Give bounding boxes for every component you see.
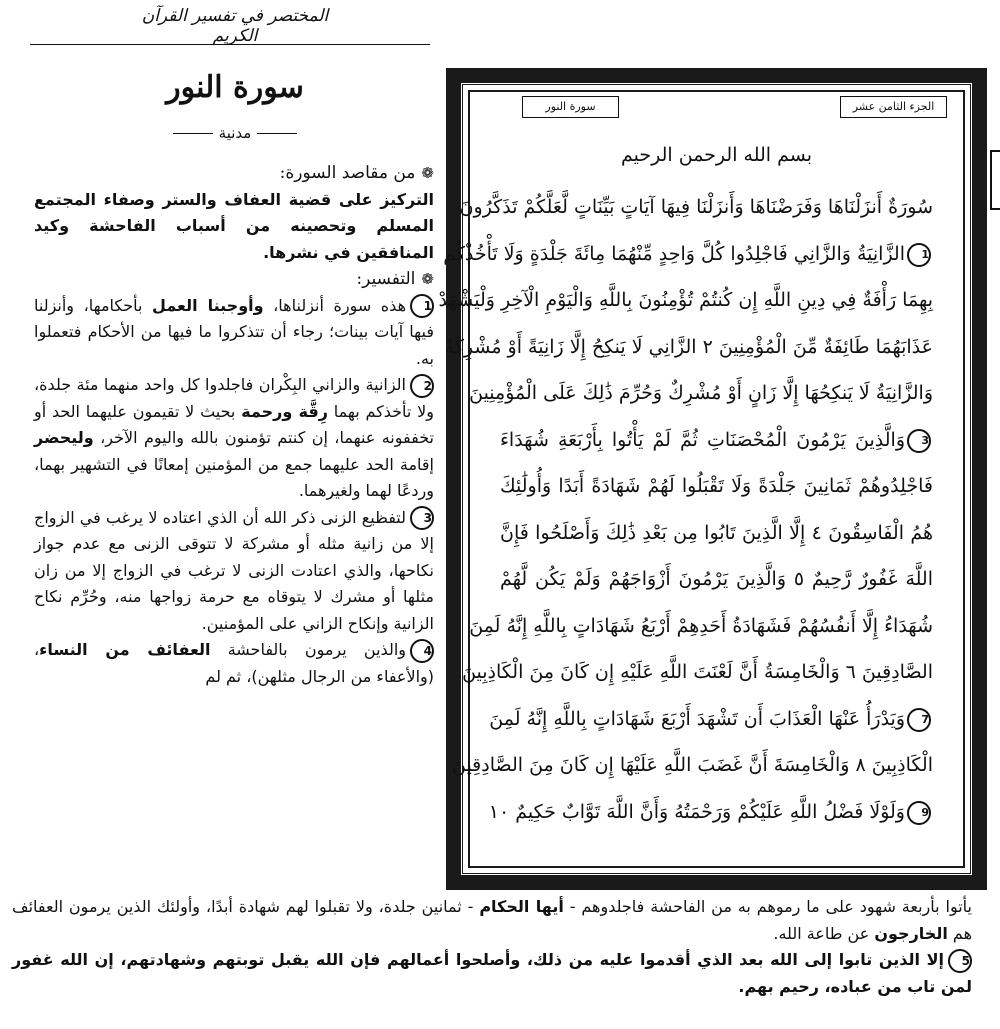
quran-line: بِهِمَا رَأْفَةٌ فِي دِينِ اللَّهِ إِن كُنتُمْ تُؤْمِنُونَ بِاللَّهِ وَالْيَوْمِ الْآخِرِ وَلْيَشْهَدْ (438, 289, 933, 311)
dash-right (173, 133, 213, 134)
quran-line: وَالزَّانِيَةُ لَا يَنكِحُهَا إِلَّا زَانٍ أَوْ مُشْرِكٌ وَحُرِّمَ ذَٰلِكَ عَلَى الْمُؤْمِنِينَ (469, 382, 933, 404)
quran-line: شُهَدَاءُ إِلَّا أَنفُسُهُمْ فَشَهَادَةُ أَحَدِهِمْ أَرْبَعُ شَهَادَاتٍ بِاللَّهِ إِنَّهُ لَمِنَ (469, 614, 933, 637)
dash-left (257, 133, 297, 134)
juz-label: الجزء الثامن عشر (840, 96, 947, 118)
quran-line: 3وَالَّذِينَ يَرْمُونَ الْمُحْصَنَاتِ ثُمَّ لَمْ يَأْتُوا بِأَرْبَعَةِ شُهَدَاءَ (500, 428, 929, 451)
header-divider (30, 44, 430, 45)
surah-label: سورة النور (522, 96, 619, 118)
quran-line: 9وَلَوْلَا فَضْلُ اللَّهِ عَلَيْكُمْ وَرَحْمَتُهُ وَأَنَّ اللَّهَ تَوَّابٌ حَكِيمٌ ١٠ (488, 800, 929, 823)
aya-marker: 1 (907, 243, 931, 267)
maqasid-heading: ❁من مقاصد السورة: (279, 163, 434, 183)
aya-marker: 7 (907, 708, 931, 732)
quran-text-area (438, 90, 965, 868)
tafsir-continuation (12, 894, 972, 1000)
quran-line: الصَّادِقِينَ ٦ وَالْخَامِسَةُ أَنَّ لَعْنَتَ اللَّهِ عَلَيْهِ إِن كَانَ مِنَ الْكَاذِبِينَ (462, 661, 933, 683)
verse-number-badge: 3 (410, 506, 434, 530)
quran-line: الْكَاذِبِينَ ٨ وَالْخَامِسَةَ أَنَّ غَضَبَ اللَّهِ عَلَيْهَا إِن كَانَ مِنَ الصَّادِقِينَ (451, 754, 933, 776)
verse-number-badge: 2 (410, 374, 434, 398)
quran-line: سُورَةٌ أَنزَلْنَاهَا وَفَرَضْنَاهَا وَأَنزَلْنَا فِيهَا آيَاتٍ بَيِّنَاتٍ لَّعَلَّكُمْ تَذَكَّرُونَ (459, 196, 933, 218)
tafsir-verse-3: 3لتفظيع الزنى ذكر الله أن الذي اعتاده لا يرغب في الزواج إلا من زانية مثله أو مشركة لا تتوقى الزنى مع عدم جواز نكاحها، والذي اعتادت الزنى لا ترغب في الزواج إلا من زان مثلها أو مشرك لا يتوقاه مع حرمة زواجها منه، وحُرِّم نكاح الزانية وإنكاح الزاني على المؤمنين. (34, 507, 434, 633)
quran-line: اللَّهَ غَفُورٌ رَّحِيمٌ ٥ وَالَّذِينَ يَرْمُونَ أَزْوَاجَهُمْ وَلَمْ يَكُن لَّهُمْ (500, 568, 933, 590)
quran-lines (438, 184, 933, 835)
aya-marker: 9 (907, 801, 931, 825)
quran-line: 7وَيَدْرَأُ عَنْهَا الْعَذَابَ أَن تَشْهَدَ أَرْبَعَ شَهَادَاتٍ بِاللَّهِ إِنَّهُ لَمِنَ (489, 707, 929, 730)
tafsir-verse-1: 1هذه سورة أنزلناها، وأوجبنا العمل بأحكامها، وأنزلنا فيها آيات بينات؛ رجاء أن تتذكروا ما فيها من الأحكام فتعملوا به. (34, 295, 434, 368)
tafsir-column (34, 160, 434, 690)
surah-type-label: مدنية (218, 124, 252, 142)
tafsir-heading: ❁التفسير: (356, 269, 434, 289)
flower-icon: ❁ (421, 164, 434, 182)
quran-page-frame (438, 68, 987, 890)
quran-line: هُمُ الْفَاسِقُونَ ٤ إِلَّا الَّذِينَ تَابُوا مِن بَعْدِ ذَٰلِكَ وَأَصْلَحُوا فَإِنَّ (500, 521, 933, 544)
quran-line: 1الزَّانِيَةُ وَالزَّانِي فَاجْلِدُوا كُلَّ وَاحِدٍ مِّنْهُمَا مِائَةَ جَلْدَةٍ وَلَا تَأْخُذْكُم (443, 242, 929, 265)
tafsir-verse-2: 2الزانية والزاني البِكْران فاجلدوا كل واحد منهما مئة جلدة، ولا تأخذكم بهما رِقَّة ورحمة بحيث لا تقيمون عليهما الحد أو تخففونه عنهما، إن كنتم تؤمنون بالله واليوم الآخر، وليحضر إقامة الحد عليهما جمع من المؤمنين إمعانًا في التشهير بهما، وردعًا لهما ولغيرهما. (34, 375, 435, 500)
quran-line: فَاجْلِدُوهُمْ ثَمَانِينَ جَلْدَةً وَلَا تَقْبَلُوا لَهُمْ شَهَادَةً أَبَدًا وَأُولَٰئِكَ (500, 475, 933, 497)
tafsir-verse-5: 5إلا الذين تابوا إلى الله بعد الذي أقدموا عليه من ذلك، وأصلحوا أعمالهم فإن الله يقبل توبتهم وشهادتهم، إن الله غفور لمن تاب من عباده، رحيم بهم. (12, 950, 972, 996)
flower-icon: ❁ (421, 270, 434, 288)
basmala: بسم الله الرحمن الرحيم (621, 144, 812, 166)
tafsir-verse-4: 4والذين يرمون بالفاحشة العفائف من النساء، (والأعفاء من الرجال مثلهن)، ثم لم (34, 640, 434, 686)
page-edge-mark (990, 150, 1000, 210)
maqasid-body: التركيز على قضية العفاف والستر وصفاء المجتمع المسلم وتحصينه من أسباب الفاحشة وكيد المنافقين في نشرها. (34, 189, 434, 262)
quran-line: عَذَابَهُمَا طَائِفَةٌ مِّنَ الْمُؤْمِنِينَ ٢ الزَّانِي لَا يَنكِحُ إِلَّا زَانِيَةً أَوْ مُشْرِكَةً (444, 335, 933, 358)
verse-number-badge: 5 (948, 949, 972, 973)
surah-title: سورة النور (166, 70, 304, 105)
book-title: المختصر في تفسير القرآن الكريم (141, 6, 329, 46)
tafsir-continuation-1: يأتوا بأربعة شهود على ما رموهم به من الفاحشة فاجلدوهم - أيها الحكام - ثمانين جلدة، ولا تقبلوا لهم شهادة أبدًا، وأولئك الذين يرمون العفائف هم الخارجون عن طاعة الله. (12, 897, 972, 943)
verse-number-badge: 1 (410, 294, 434, 318)
surah-type (120, 124, 350, 142)
verse-number-badge: 4 (410, 639, 434, 663)
aya-marker: 3 (907, 429, 931, 453)
